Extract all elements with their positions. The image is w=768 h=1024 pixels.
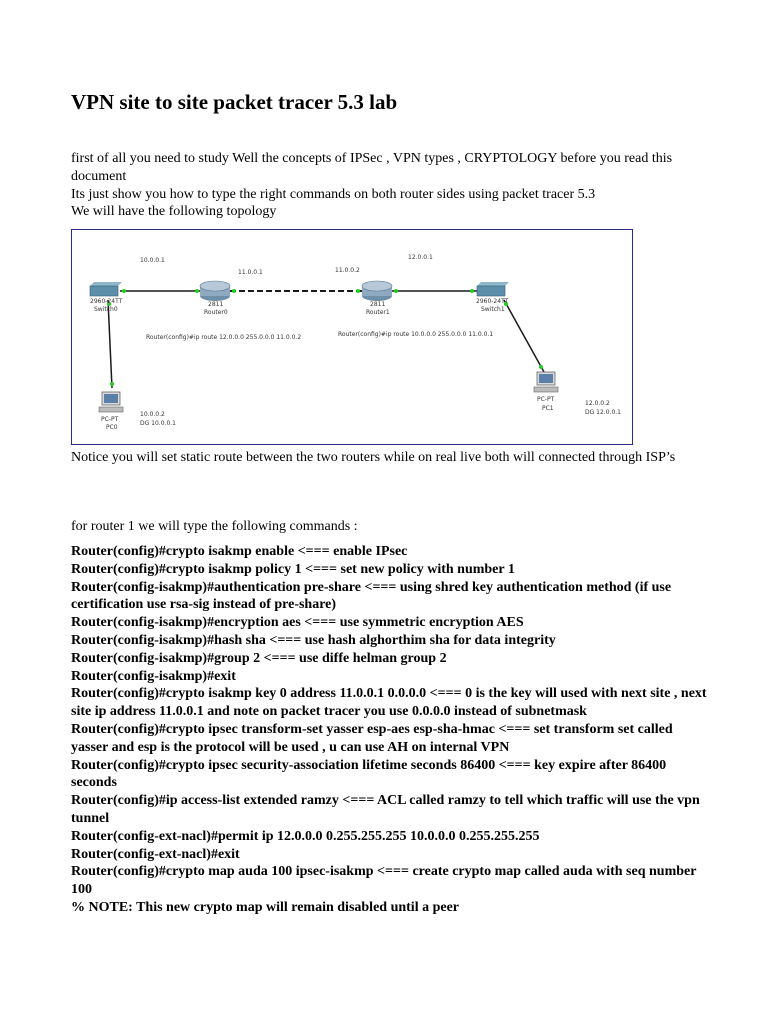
topology-diagram bbox=[71, 229, 633, 445]
device-name-label: Router1 bbox=[366, 309, 390, 316]
ip-label: 12.0.0.2 bbox=[585, 400, 610, 407]
notice-line: Notice you will set static route between the two routers while on real live both will connected through ISP’s bbox=[71, 450, 676, 465]
command-line: Router(config)#crypto ipsec security-association lifetime seconds 86400 <=== key expire after 86400 seconds bbox=[71, 757, 667, 791]
command-line: Router(config-ext-nacl)#exit bbox=[71, 846, 240, 862]
device-name-label: Switch0 bbox=[94, 306, 118, 313]
router-icon bbox=[362, 281, 392, 301]
command-line: Router(config)#crypto isakmp key 0 address 11.0.0.1 0.0.0.0 <=== 0 is the key will used with next site , next site ip address 11.0.0.1 and note on packet tracer you use 0.0.0.0 instead of subnetmask bbox=[71, 686, 707, 720]
command-line: Router(config-ext-nacl)#permit ip 12.0.0.0 0.255.255.255 10.0.0.0 0.255.255.255 bbox=[71, 828, 540, 844]
document-title: VPN site to site packet tracer 5.3 lab bbox=[71, 90, 398, 114]
device-model-label: 2811 bbox=[208, 301, 224, 308]
ip-label: 11.0.0.1 bbox=[238, 269, 263, 276]
notice-paragraph bbox=[71, 449, 711, 467]
switch-icon bbox=[90, 282, 122, 296]
gateway-label: DG 10.0.0.1 bbox=[140, 420, 176, 427]
device-name-label: PC0 bbox=[106, 424, 118, 431]
command-list bbox=[71, 543, 711, 917]
command-line: Router(config)#crypto isakmp enable <=== enable IPsec bbox=[71, 544, 408, 559]
router-icon bbox=[200, 281, 230, 301]
intro-line: We will have the following topology bbox=[71, 204, 277, 220]
intro-line: first of all you need to study Well the concepts of IPSec , VPN types , CRYPTOLOGY before you read this document bbox=[71, 151, 673, 184]
intro-line: Its just show you how to type the right commands on both router sides using packet tracer 5.3 bbox=[71, 186, 596, 202]
ip-label: 10.0.0.2 bbox=[140, 411, 165, 418]
command-line: Router(config)#crypto isakmp policy 1 <=== set new policy with number 1 bbox=[71, 561, 515, 577]
command-line: Router(config-isakmp)#authentication pre-share <=== using shred key authentication method (if use certification use rsa-sig instead of pre-share) bbox=[71, 579, 672, 613]
ip-label: 10.0.0.1 bbox=[140, 257, 165, 264]
device-name-label: Router0 bbox=[204, 309, 228, 316]
command-line: Router(config-isakmp)#group 2 <=== use diffe helman group 2 bbox=[71, 650, 447, 666]
link-switch0-pc0 bbox=[108, 300, 112, 388]
gateway-label: DG 12.0.0.1 bbox=[585, 409, 621, 416]
ip-label: 12.0.0.1 bbox=[408, 254, 433, 261]
command-line: Router(config-isakmp)#hash sha <=== use hash alghorthim sha for data integrity bbox=[71, 632, 556, 648]
device-model-label: 2811 bbox=[370, 301, 386, 308]
switch-icon bbox=[477, 282, 509, 296]
command-line: Router(config-isakmp)#exit bbox=[71, 668, 236, 684]
command-line: % NOTE: This new crypto map will remain disabled until a peer bbox=[71, 899, 460, 915]
device-name-label: Switch1 bbox=[481, 306, 505, 313]
command-line: Router(config)#crypto ipsec transform-set yasser esp-aes esp-sha-hmac <=== set transform set called yasser and esp is the protocol will be used , u can use AH on internal VPN bbox=[71, 721, 673, 755]
device-model-label: 2960-24TT bbox=[90, 298, 123, 305]
command-line: Router(config)#ip access-list extended ramzy <=== ACL called ramzy to tell which traffic will use the vpn tunnel bbox=[71, 793, 700, 826]
command-line: Router(config-isakmp)#encryption aes <=== use symmetric encryption AES bbox=[71, 615, 524, 631]
route-command-label: Router(config)#ip route 10.0.0.0 255.0.0.0 11.0.0.1 bbox=[338, 331, 494, 338]
pc-icon bbox=[99, 392, 123, 412]
device-model-label: PC-PT bbox=[101, 416, 119, 423]
ip-label: 11.0.0.2 bbox=[335, 267, 360, 274]
route-command-label: Router(config)#ip route 12.0.0.0 255.0.0.0 11.0.0.2 bbox=[146, 334, 302, 341]
lead-text: for router 1 we will type the following commands : bbox=[71, 519, 358, 534]
device-model-label: PC-PT bbox=[537, 396, 555, 403]
device-name-label: PC1 bbox=[542, 405, 554, 412]
intro-paragraph bbox=[71, 150, 711, 221]
link-switch1-pc1 bbox=[504, 300, 544, 372]
device-model-label: 2960-24TT bbox=[476, 298, 509, 305]
command-line: Router(config)#crypto map auda 100 ipsec-isakmp <=== create crypto map called auda with seq number 100 bbox=[71, 864, 697, 898]
pc-icon bbox=[534, 372, 558, 392]
